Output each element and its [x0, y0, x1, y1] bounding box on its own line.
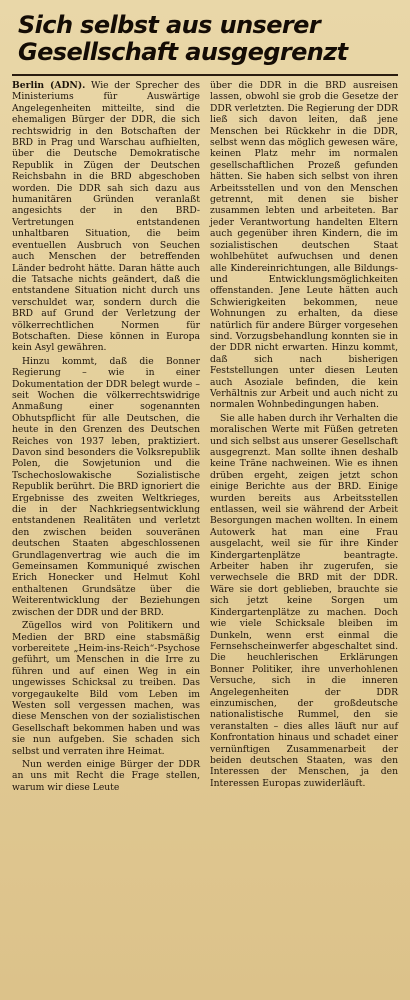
- article-body: [12, 80, 398, 793]
- article-headline: Sich selbst aus unserer Gesellschaft ausgegrenzt: [18, 11, 348, 66]
- headline-rule: [12, 74, 398, 76]
- paragraph-6: Sie alle haben durch ihr Verhalten die moralischen Werte mit Füßen getreten und sich selbst aus unserer Gesellschaft ausgegrenzt. Man sollte ihnen deshalb keine Träne nachweinen. Wie es ihnen drüben ergeht, zeigen jetzt schon einige Berichte aus der BRD. Einige wurden bereits aus Arbeitsstellen entlassen, weil sie während der Arbeit Besorgungen machen wollten. In einem Autowerk hat man eine Frau ausgelacht, weil sie für ihre Kinder Kindergartenplätze beantragte. Arbeiter haben ihr zugerufen, sie verwechsele die BRD mit der DDR. Wäre sie dort geblieben, brauchte sie sich jetzt keine Sorgen um Kindergartenplätze zu machen. Doch wie viele Schicksale bleiben im Dunkeln, wenn erst einmal die Fernsehscheinwerfer abgeschaltet sind. Die heuchlerischen Erklärungen Bonner Politiker, ihre unverhohlenen Versuche, sich in die inneren Angelegenheiten der DDR einzumischen, der großdeutsche nationalistische Rummel, den sie veranstalten – dies alles läuft nur auf Konfrontation hinaus und schadet einer vernünftigen Zusammenarbeit der beiden deutschen Staaten, was den Interessen der Menschen, ja den Interessen Europas zuwiderläuft.: [210, 412, 398, 789]
- paragraph-1: [12, 80, 200, 354]
- dateline: Berlin (ADN).: [12, 80, 86, 91]
- paragraph-1-text: Wie der Sprecher des Ministeriums für Auswärtige Angelegenheiten mitteilte, sind die ehemaligen Bürger der DDR, die sich rechtswidrig in den Botschaften der BRD in Prag und Warschau aufhielten, über die Deutsche Demokratische Republik in Zügen der Deutschen Reichsbahn in die BRD abgeschoben worden. Die DDR sah sich dazu aus humanitären Gründen veranlaßt angesichts der in den BRD-Vertretungen entstandenen unhaltbaren Situation, die beim eventuellen Ausbruch von Seuchen auch Menschen der betreffenden Länder bedroht hätte. Daran hätte auch die Tatsache nichts geändert, daß die entstandene Situation nicht durch uns verschuldet war, sondern durch die BRD auf Grund der Verletzung der völkerrechtlichen Normen für Botschaften. Diese können in Europa kein Asyl gewähren.: [12, 80, 200, 354]
- paragraph-3: Zügellos wird von Politikern und Medien der BRD eine stabsmäßig vorbereitete „Heim-ins-Reich“-Psychose geführt, um Menschen in die Irre zu führen und auf einen Weg in ein ungewisses Schicksal zu treiben. Das vorgegaukelte Bild vom Leben im Westen soll vergessen machen, was diese Menschen von der sozialistischen Gesellschaft bekommen haben und was sie nun aufgeben. Sie schaden sich selbst und verraten ihre Heimat.: [12, 620, 200, 757]
- left-column: [12, 80, 200, 793]
- paragraph-4: Nun werden einige Bürger der DDR an uns mit Recht die Frage stellen, warum wir diese Leute: [12, 758, 200, 793]
- paragraph-5: über die DDR in die BRD ausreisen lassen, obwohl sie grob die Gesetze der DDR verletzten. Die Regierung der DDR ließ sich davon leiten, daß jene Menschen bei Rückkehr in die DDR, selbst wenn das möglich gewesen wäre, keinen Platz mehr im normalen gesellschaftlichen Prozeß gefunden hätten. Sie haben sich selbst von ihren Arbeitsstellen und von den Menschen getrennt, mit denen sie bisher zusammen lebten und arbeiteten. Bar jeder Verantwortung handelten Eltern auch gegenüber ihren Kindern, die im sozialistischen deutschen Staat wohlbehütet aufwuchsen und denen alle Kindereinrichtungen, alle Bildungs- und Entwicklungsmöglichkeiten offenstanden. Jene Leute hätten auch Schwierigkeiten bekommen, neue Wohnungen zu erhalten, da diese natürlich für andere Bürger vorgesehen sind. Vorzugsbehandlung konnten sie in der DDR nicht erwarten. Hinzu kommt, daß sich nach bisherigen Feststellungen unter diesen Leuten auch Asoziale befinden, die kein Verhältnis zur Arbeit und auch nicht zu normalen Wohnbedingungen haben.: [210, 80, 398, 411]
- right-column: [210, 80, 398, 793]
- paragraph-2: Hinzu kommt, daß die Bonner Regierung – wie in einer Dokumentation der DDR belegt wurde – seit Wochen die völkerrechtswidrige Anmaßung einer sogenannten Obhutspflicht für alle Deutschen, die heute in den Grenzen des Deutschen Reiches von 1937 leben, praktiziert. Davon sind besonders die Volksrepublik Polen, die Sowjetunion und die Tschechoslowakische Sozialistische Republik berührt. Die BRD ignoriert die Ergebnisse des zweiten Weltkrieges, die in der Nachkriegsentwicklung entstandenen Realitäten und verletzt den zwischen beiden souveränen deutschen Staaten abgeschlossenen Grundlagenvertrag wie auch die im Gemeinsamen Kommuniqué zwischen Erich Honecker und Helmut Kohl enthaltenen Grundsätze über die Weiterentwicklung der Beziehungen zwischen der DDR und der BRD.: [12, 355, 200, 618]
